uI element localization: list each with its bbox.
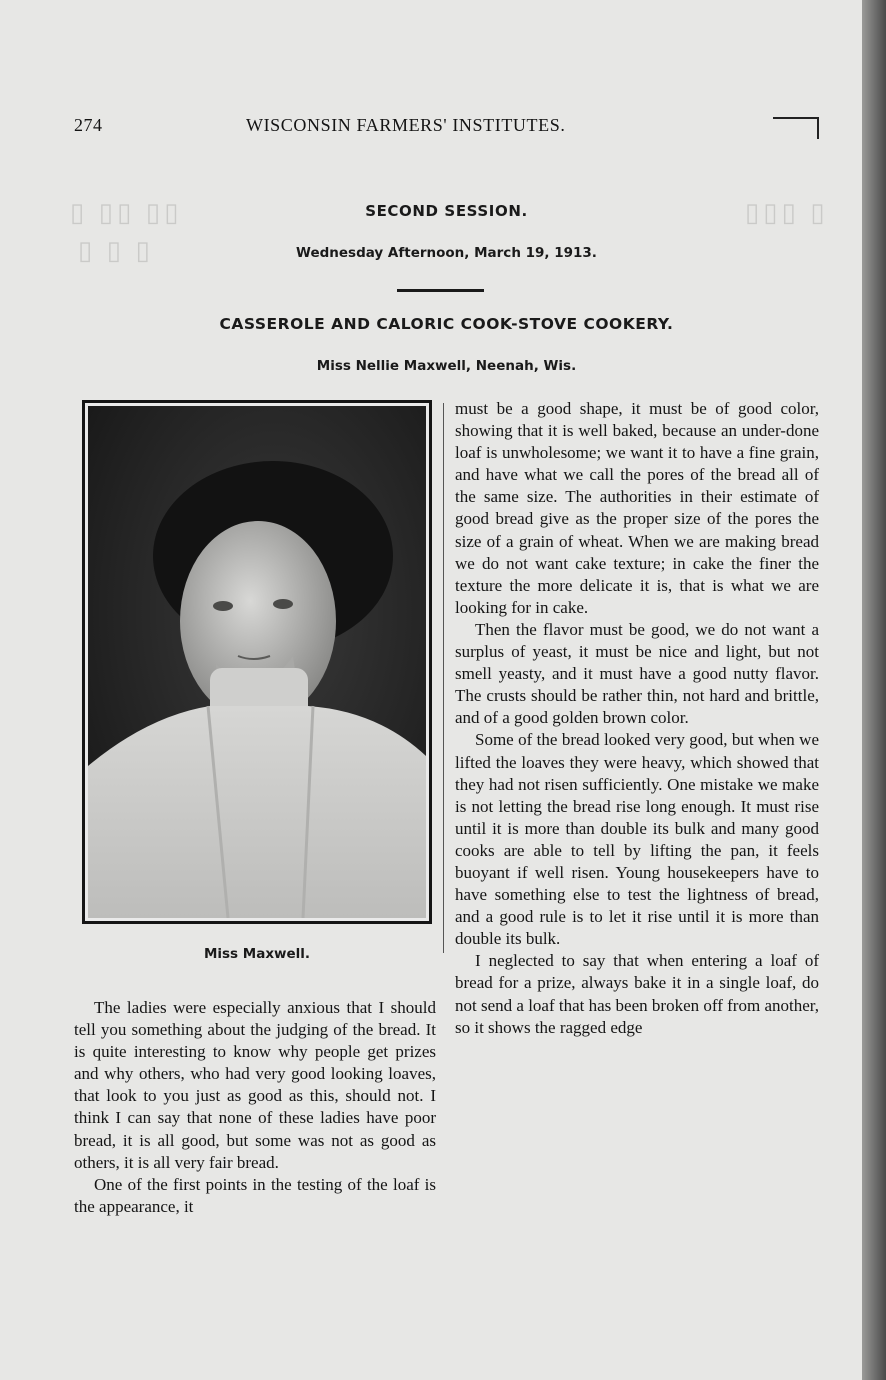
article-title: CASSEROLE AND CALORIC COOK-STOVE COOKERY.	[219, 315, 674, 333]
right-column	[455, 398, 819, 1039]
column-divider	[443, 403, 444, 953]
bleed-through-marks: ▯▯▯ ▯	[745, 198, 829, 227]
page-header	[74, 115, 819, 139]
paragraph: One of the first points in the testing of the loaf is the appearance, it	[74, 1174, 436, 1216]
photo-caption: Miss Maxwell.	[203, 946, 311, 962]
article-author: Miss Nellie Maxwell, Neenah, Wis.	[316, 358, 577, 374]
paragraph: Then the flavor must be good, we do not want a surplus of yeast, it must be nice and light, but not smell yeasty, and it must have a good nutty flavor. The crusts should be rather thin, not hard and brittle, and of a good golden brown color.	[455, 619, 819, 728]
portrait-photo	[82, 400, 432, 924]
paragraph: must be a good shape, it must be of good color, showing that it is well baked, because an under-done loaf is unwholesome; we want it to have a fine grain, and have what we call the pores of the bread all of the same size. The authorities in their estimate of good bread give as the proper size of the pores the size of a grain of wheat. When we are making bread we do not want cake texture; in cake the finer the texture the more delicate it is, that is what we are looking for in cake.	[455, 399, 819, 617]
paragraph: I neglected to say that when entering a loaf of bread for a prize, always bake it in a single loaf, do not send a loaf that has been broken off from another, so it shows the ragged edge	[455, 951, 819, 1037]
session-title: SECOND SESSION.	[365, 202, 528, 220]
section-rule	[397, 289, 484, 292]
left-column	[74, 997, 436, 1218]
page-number: 274	[74, 115, 103, 135]
session-date: Wednesday Afternoon, March 19, 1913.	[296, 245, 597, 261]
paragraph: Some of the bread looked very good, but when we lifted the loaves they were heavy, which showed that they had not risen sufficiently. One mistake we make is not letting the bread rise long enough. It must rise until it is more than double its bulk and many good cooks are able to tell by lifting the pan, it feels buoyant if well risen. Young housekeepers have to have something else to test the lightness of bread, and a good rule is to let it rise until it is more than double its bulk.	[455, 730, 819, 949]
bleed-through-marks: ▯ ▯ ▯	[78, 236, 154, 265]
bleed-through-marks: ▯ ▯▯ ▯▯	[70, 198, 183, 227]
portrait-image	[88, 406, 426, 918]
page-edge	[862, 0, 886, 1380]
paragraph: The ladies were especially anxious that I should tell you something about the judging of the bread. It is quite interesting to know why people get prizes and why others, who had very good looking loaves, that look to you just as good as this, should not. I think I can say that none of these ladies have poor bread, it is all good, but some was not as good as others, it is all very fair bread.	[74, 998, 436, 1172]
corner-mark	[773, 117, 819, 139]
running-title: WISCONSIN FARMERS' INSTITUTES.	[246, 115, 566, 135]
